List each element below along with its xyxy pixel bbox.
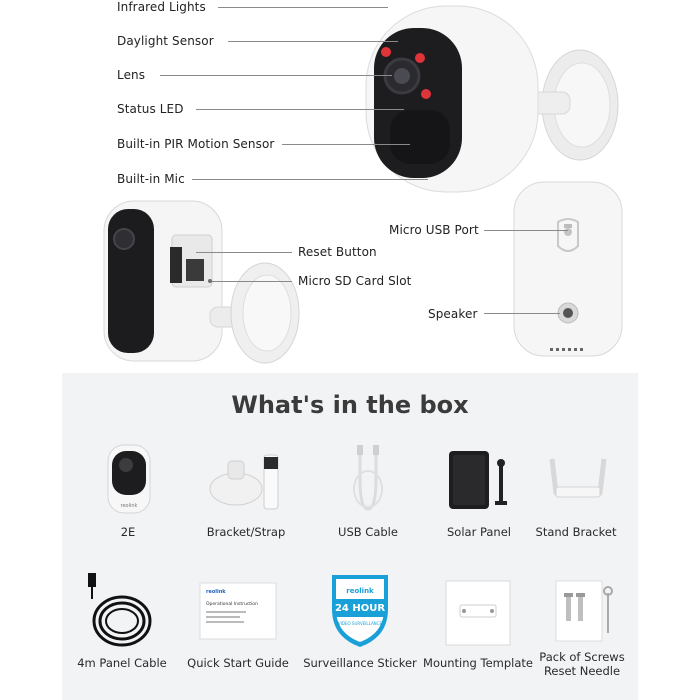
side-camera-body-icon [104, 201, 222, 361]
panel-cable-icon [62, 569, 182, 651]
box-item-bracket [186, 439, 306, 549]
box-item-camera [68, 439, 188, 549]
box-item-surveillance-sticker [300, 569, 420, 679]
item-label: Pack of Screws [539, 650, 625, 664]
callout-mic: Built-in Mic [117, 172, 185, 186]
box-item-quick-start-guide [178, 569, 298, 679]
quick-start-guide-icon [178, 569, 298, 651]
box-item-screws [522, 569, 642, 679]
back-camera-graphic [512, 180, 624, 360]
mini-camera-icon [68, 439, 188, 519]
usb-port-icon [564, 224, 572, 228]
front-camera-graphic [360, 0, 620, 200]
item-label: Mounting Template [423, 656, 533, 670]
sticker-line1: 24 HOUR [334, 603, 386, 614]
front-camera-illustration [360, 0, 620, 200]
usb-cable-icon [308, 439, 428, 519]
screws-icon [522, 569, 642, 651]
mounting-template-icon [418, 569, 538, 651]
side-mount-icon [210, 263, 299, 363]
callout-usb-port: Micro USB Port [389, 223, 479, 237]
callout-infrared-lights: Infrared Lights [117, 0, 206, 14]
item-label: Surveillance Sticker [303, 656, 417, 670]
box-item-panel-cable [62, 569, 182, 679]
callout-line [484, 230, 568, 231]
side-camera-illustration [100, 195, 300, 370]
item-label: Bracket/Strap [206, 525, 286, 539]
callout-dot [208, 279, 212, 283]
item-label-2: Reset Needle [543, 664, 621, 678]
box-title: What's in the box [231, 391, 469, 419]
guide-title: Operational Instruction [206, 602, 258, 607]
box-item-usb-cable [308, 439, 428, 549]
item-label: 4m Panel Cable [77, 656, 167, 670]
callout-line [484, 313, 560, 314]
callout-pir-sensor: Built-in PIR Motion Sensor [117, 137, 275, 151]
speaker-icon [558, 303, 578, 323]
callout-status-led: Status LED [117, 102, 184, 116]
side-camera-graphic [100, 195, 300, 370]
callout-reset-button: Reset Button [298, 245, 377, 259]
callout-line [282, 144, 410, 145]
item-label: Solar Panel [447, 525, 511, 539]
callout-sd-slot: Micro SD Card Slot [298, 274, 412, 288]
item-label: 2E [120, 525, 136, 539]
guide-logo: reolink [206, 589, 226, 595]
stand-bracket-icon [516, 439, 636, 519]
callout-line [228, 41, 398, 42]
callout-line [192, 179, 428, 180]
callout-line [218, 7, 388, 8]
box-item-mounting-template [418, 569, 538, 679]
sticker-logo: reolink [346, 587, 374, 595]
callout-line [196, 109, 404, 110]
item-label: Stand Bracket [535, 525, 617, 539]
callout-line [160, 75, 392, 76]
surveillance-sticker-icon [300, 569, 420, 651]
mini-logo: reolink [120, 503, 138, 509]
camera-body-icon [366, 6, 538, 192]
callout-daylight-sensor: Daylight Sensor [117, 34, 214, 48]
item-label: USB Cable [338, 525, 398, 539]
sticker-line2: VIDEO SURVEILLANCE [337, 621, 383, 626]
callout-line [196, 252, 292, 253]
back-camera-illustration [512, 180, 624, 360]
callout-speaker: Speaker [428, 307, 478, 321]
bracket-strap-icon [186, 439, 306, 519]
callout-line [210, 281, 292, 282]
item-label: Quick Start Guide [187, 656, 289, 670]
wall-mount-icon [530, 50, 618, 160]
box-item-stand-bracket [516, 439, 636, 549]
callout-lens: Lens [117, 68, 146, 82]
whats-in-the-box-panel [62, 373, 638, 700]
